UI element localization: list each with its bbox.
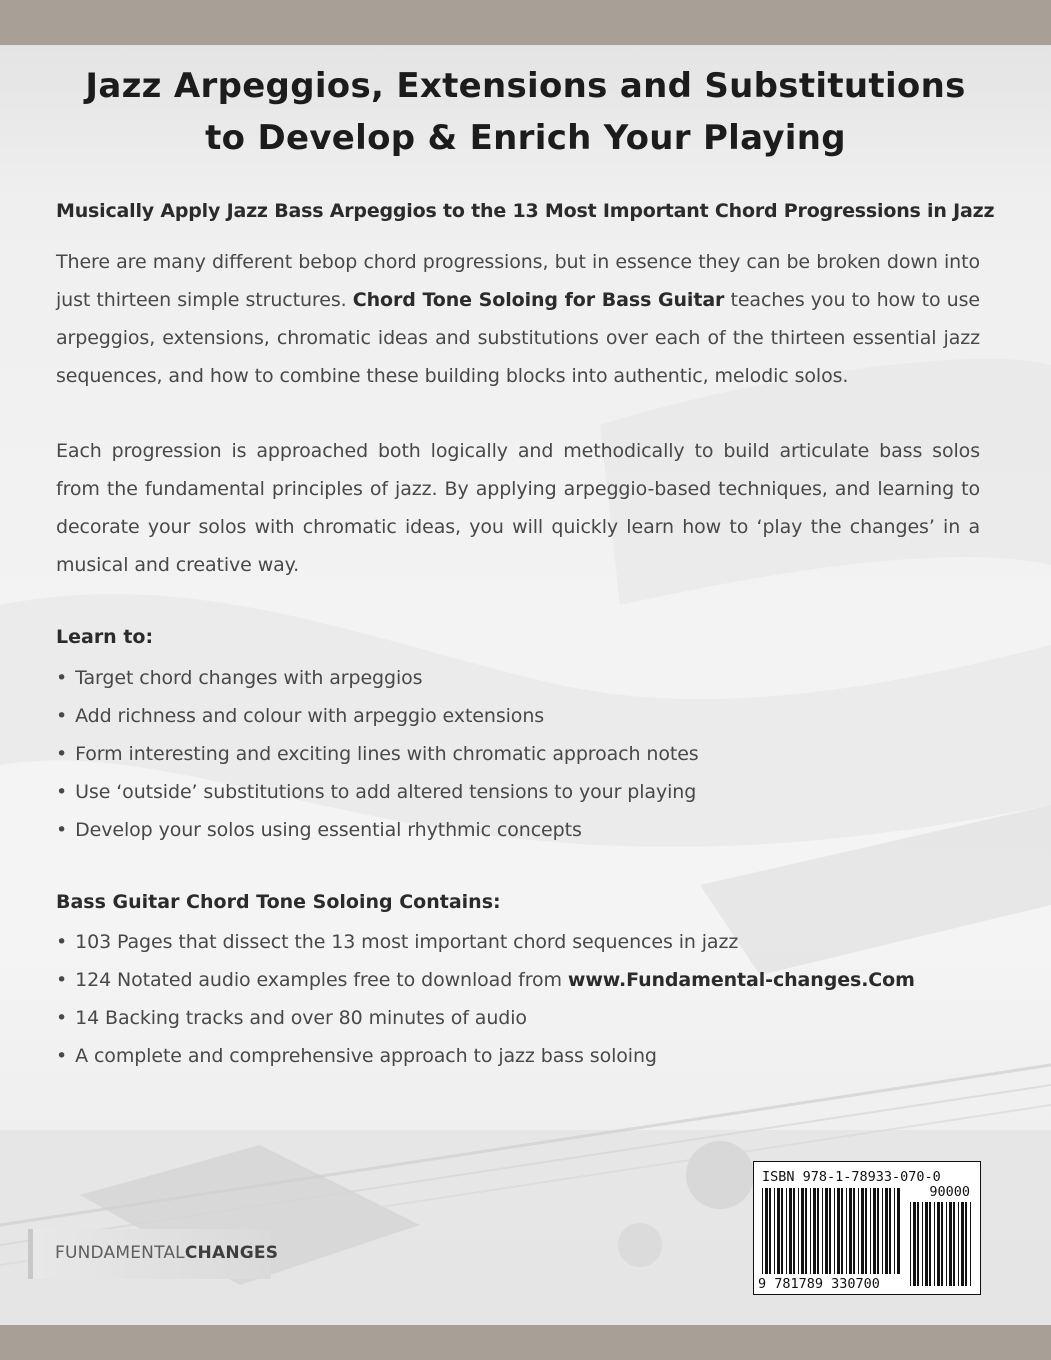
barcode-bar	[781, 1188, 783, 1286]
barcode-bar	[774, 1188, 775, 1286]
list-item: • Target chord changes with arpeggios	[56, 659, 699, 697]
barcode-bar	[929, 1202, 931, 1286]
barcode-bar	[873, 1188, 876, 1286]
barcode-bar	[777, 1188, 780, 1286]
barcode-bar	[858, 1188, 859, 1286]
barcode-bar	[817, 1188, 819, 1286]
barcode-bar	[822, 1188, 823, 1286]
price-barcode-bars	[910, 1202, 971, 1286]
barcode-bar	[913, 1202, 916, 1286]
top-band	[0, 0, 1051, 45]
list-item: • Use ‘outside’ substitutions to add altered tensions to your playing	[56, 773, 699, 811]
list-item: • 14 Backing tracks and over 80 minutes of audio	[56, 999, 915, 1037]
barcode-bar	[810, 1188, 811, 1286]
barcode-bar	[941, 1202, 943, 1286]
barcode-bar	[793, 1188, 795, 1286]
barcode-bar	[834, 1188, 835, 1286]
contains-label: Bass Guitar Chord Tone Soloing Contains:	[56, 891, 501, 913]
barcode-bar	[897, 1188, 900, 1286]
list-item: • Form interesting and exciting lines with chromatic approach notes	[56, 735, 699, 773]
isbn-text: ISBN 978-1-78933-070-0	[762, 1169, 941, 1185]
intro-paragraph	[56, 243, 980, 395]
barcode-bar	[965, 1202, 967, 1286]
list-item: • Add richness and colour with arpeggio extensions	[56, 697, 699, 735]
list-item: • A complete and comprehensive approach to jazz bass soloing	[56, 1037, 915, 1075]
barcode-bar	[801, 1188, 804, 1286]
learn-label: Learn to:	[56, 626, 154, 648]
contains-list	[56, 923, 915, 1075]
website-link[interactable]: www.Fundamental-changes.Com	[567, 969, 915, 991]
barcode-bar	[937, 1202, 940, 1286]
barcode-bar	[837, 1188, 840, 1286]
back-cover-title	[0, 60, 1051, 164]
barcode-bar	[953, 1202, 955, 1286]
barcode-bar	[946, 1202, 947, 1286]
barcode-bar	[885, 1188, 888, 1286]
bottom-band	[0, 1325, 1051, 1360]
barcode-bar	[910, 1202, 911, 1286]
barcode-bars	[762, 1188, 900, 1286]
logo-text-changes: CHANGES	[184, 1243, 279, 1263]
intro-text-start: There are many different bebop chord progressions, but in essence they can be broken down into just thirteen simple structures.	[56, 251, 980, 311]
barcode-bar	[877, 1188, 879, 1286]
list-item: • 124 Notated audio examples free to download from www.Fundamental-changes.Com	[56, 961, 915, 999]
barcode-bar	[849, 1188, 852, 1286]
barcode-bar	[894, 1188, 895, 1286]
barcode-bar	[853, 1188, 855, 1286]
logo-text-fundamental: FUNDAMENTAL	[55, 1243, 185, 1263]
barcode-bar	[934, 1202, 935, 1286]
subheading: Musically Apply Jazz Bass Arpeggios to the 13 Most Important Chord Progressions in Jazz	[56, 200, 995, 222]
list-item: • 103 Pages that dissect the 13 most important chord sequences in jazz	[56, 923, 915, 961]
book-title-emphasis: Chord Tone Soloing for Bass Guitar	[352, 289, 725, 311]
barcode-bar	[917, 1202, 919, 1286]
barcode-bar	[865, 1188, 867, 1286]
price-code-text: 90000	[929, 1184, 970, 1200]
barcode-bar	[805, 1188, 807, 1286]
barcode-bar	[813, 1188, 816, 1286]
barcode-bar	[870, 1188, 871, 1286]
barcode-bar	[861, 1188, 864, 1286]
title-line-1: Jazz Arpeggios, Extensions and Substitutions	[85, 66, 966, 106]
progression-paragraph: Each progression is approached both logically and methodically to build articulate bass solos from the fundamental principles of jazz. By applying arpeggio-based techniques, and learning to decorate your solos with chromatic ideas, you will quickly learn how to ‘play the changes’ in a musical and creative way.	[56, 440, 980, 576]
learn-list	[56, 659, 699, 849]
list-item: • Develop your solos using essential rhythmic concepts	[56, 811, 699, 849]
barcode-number: 9 781789 330700	[758, 1276, 880, 1292]
barcode-bar	[829, 1188, 831, 1286]
barcode-bar	[949, 1202, 952, 1286]
barcode-bar	[882, 1188, 883, 1286]
barcode-bar	[786, 1188, 787, 1286]
barcode-bar	[789, 1188, 792, 1286]
barcode-bar	[846, 1188, 847, 1286]
barcode-bar	[762, 1188, 763, 1286]
barcode-bar	[922, 1202, 923, 1286]
barcode-bar	[825, 1188, 828, 1286]
barcode-bar	[798, 1188, 799, 1286]
publisher-logo	[28, 1229, 279, 1279]
barcode-bar	[769, 1188, 771, 1286]
barcode-bar	[970, 1202, 971, 1286]
title-line-2: to Develop & Enrich Your Playing	[205, 118, 846, 158]
barcode-bar	[841, 1188, 843, 1286]
barcode-bar	[889, 1188, 891, 1286]
intro-text-end: teaches you to how to use arpeggios, extensions, chromatic ideas and substitutions over each of the thirteen essential jazz sequences, and how to combine these building blocks into authentic, melodic solos.	[56, 289, 980, 387]
barcode-bar	[765, 1188, 768, 1286]
barcode-bar	[961, 1202, 964, 1286]
isbn-barcode	[753, 1161, 981, 1295]
barcode-bar	[925, 1202, 928, 1286]
barcode-bar	[958, 1202, 959, 1286]
